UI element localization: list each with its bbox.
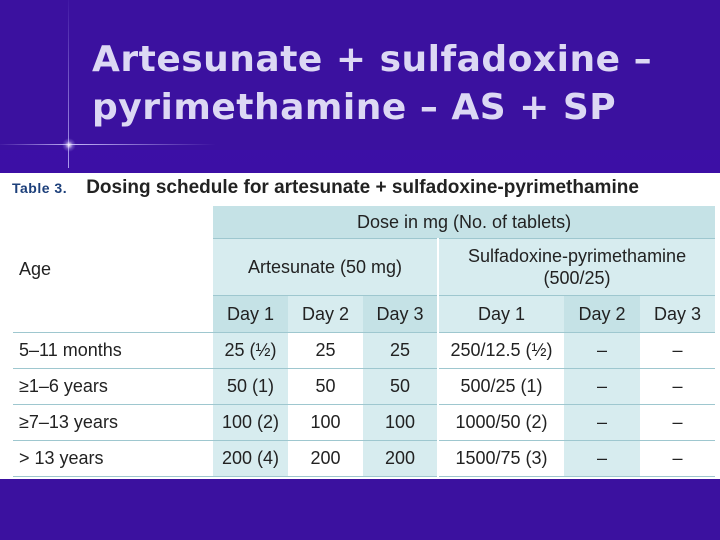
as-day3-cell: 100 — [363, 405, 438, 441]
day-header: Day 2 — [288, 296, 363, 333]
table-row — [13, 405, 715, 441]
age-cell: > 13 years — [13, 441, 213, 477]
table-caption-text: Dosing schedule for artesunate + sulfadoxine-pyrimethamine — [86, 177, 639, 198]
as-day1-cell: 100 (2) — [213, 405, 288, 441]
sp-day2-cell: – — [564, 441, 640, 477]
slide-title — [92, 36, 702, 132]
dosing-table — [13, 206, 715, 477]
age-header: Age — [13, 206, 213, 333]
table-row — [13, 333, 715, 369]
slide-title-line-2: pyrimethamine – AS + SP — [92, 87, 617, 128]
as-day1-cell: 50 (1) — [213, 369, 288, 405]
age-cell: 5–11 months — [13, 333, 213, 369]
decorative-horizontal-line — [0, 144, 720, 145]
as-day3-cell: 25 — [363, 333, 438, 369]
sp-day2-cell: – — [564, 405, 640, 441]
slide-title-line-1: Artesunate + sulfadoxine – — [92, 39, 653, 80]
sp-day3-cell: – — [640, 441, 715, 477]
table-row — [13, 441, 715, 477]
artesunate-header: Artesunate (50 mg) — [213, 239, 438, 296]
sp-day1-cell: 250/12.5 (½) — [438, 333, 564, 369]
sp-day2-cell: – — [564, 333, 640, 369]
as-day1-cell: 25 (½) — [213, 333, 288, 369]
table-header-row-dose — [13, 206, 715, 239]
as-day3-cell: 50 — [363, 369, 438, 405]
as-day2-cell: 100 — [288, 405, 363, 441]
footer-band — [0, 480, 720, 540]
sp-day2-cell: – — [564, 369, 640, 405]
as-day3-cell: 200 — [363, 441, 438, 477]
sp-header-line-2: (500/25) — [543, 268, 611, 288]
day-header: Day 2 — [564, 296, 640, 333]
sp-header — [438, 239, 715, 296]
as-day2-cell: 50 — [288, 369, 363, 405]
sp-day3-cell: – — [640, 405, 715, 441]
decorative-glow-point — [62, 138, 76, 152]
table-panel — [0, 173, 720, 479]
as-day2-cell: 25 — [288, 333, 363, 369]
sp-day3-cell: – — [640, 333, 715, 369]
day-header: Day 3 — [363, 296, 438, 333]
table-row — [13, 369, 715, 405]
age-cell: ≥7–13 years — [13, 405, 213, 441]
sp-header-line-1: Sulfadoxine-pyrimethamine — [467, 246, 687, 266]
dose-header: Dose in mg (No. of tablets) — [213, 206, 715, 239]
day-header: Day 1 — [438, 296, 564, 333]
day-header: Day 3 — [640, 296, 715, 333]
sp-day3-cell: – — [640, 369, 715, 405]
as-day1-cell: 200 (4) — [213, 441, 288, 477]
age-cell: ≥1–6 years — [13, 369, 213, 405]
sp-day1-cell: 500/25 (1) — [438, 369, 564, 405]
sp-day1-cell: 1000/50 (2) — [438, 405, 564, 441]
table-number: Table 3. — [12, 180, 68, 196]
day-header: Day 1 — [213, 296, 288, 333]
sp-day1-cell: 1500/75 (3) — [438, 441, 564, 477]
as-day2-cell: 200 — [288, 441, 363, 477]
table-caption — [12, 177, 639, 201]
